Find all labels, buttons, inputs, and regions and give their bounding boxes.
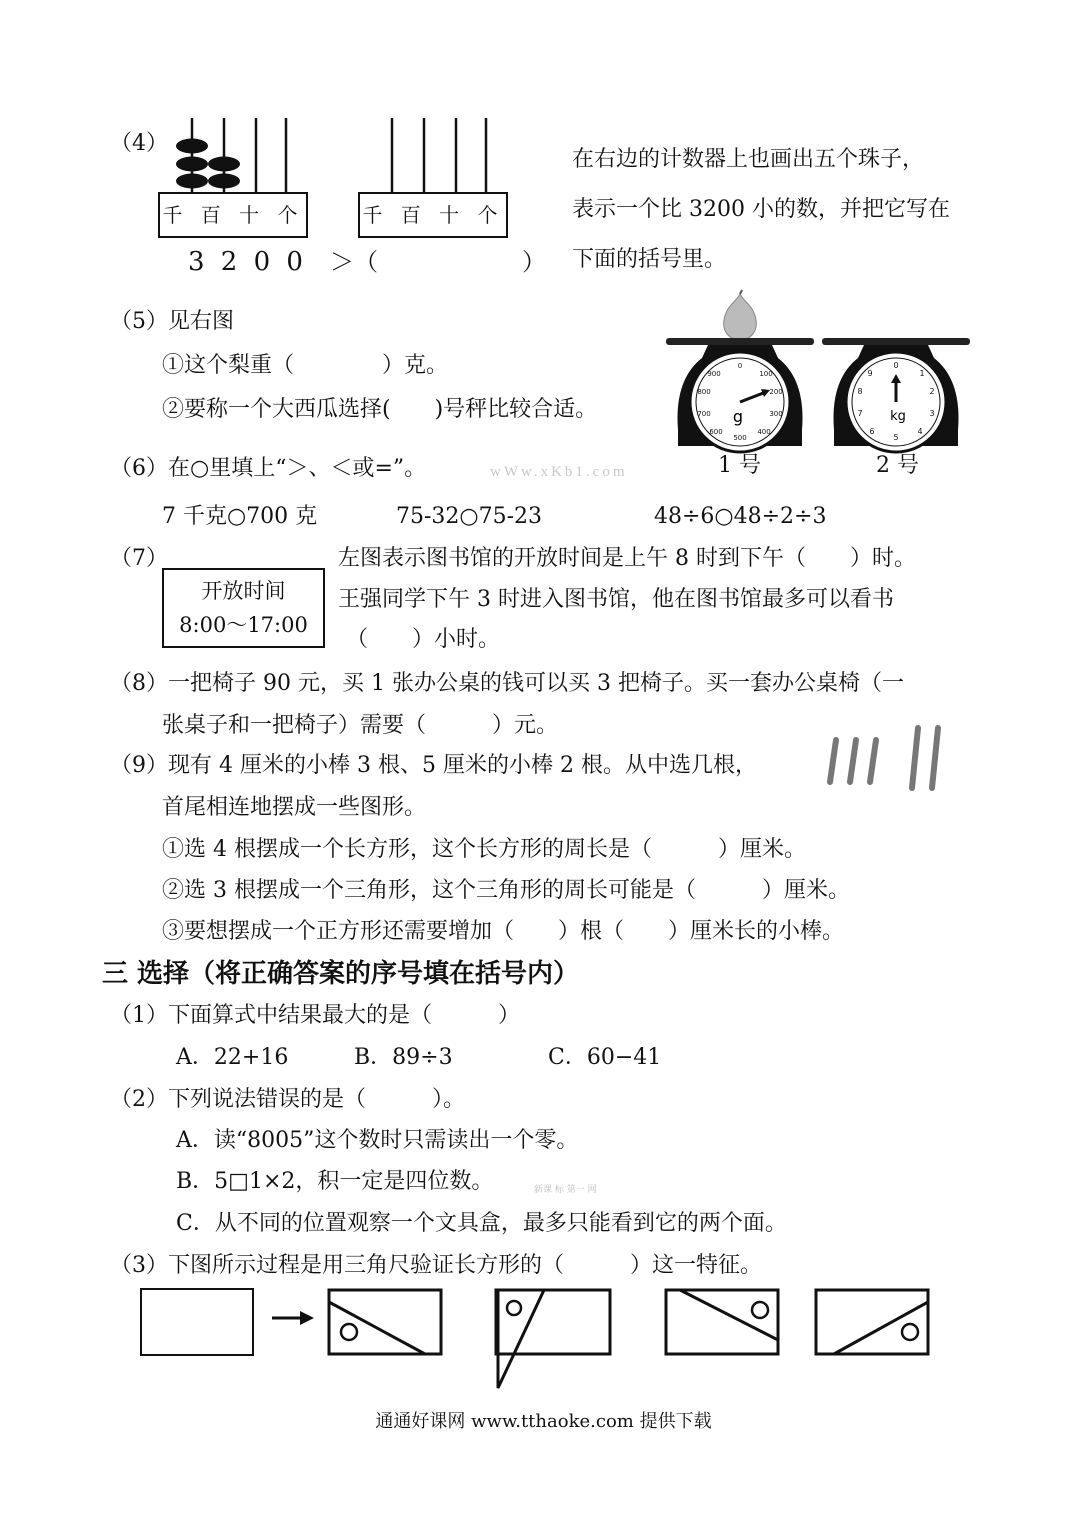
rectangle-diagram-2 bbox=[327, 1288, 445, 1358]
scale2-tick-0: 0 bbox=[893, 361, 899, 370]
q6-watermark: wWw.xKb1.com bbox=[490, 464, 628, 480]
section-3-title: 三 选择（将正确答案的序号填在括号内） bbox=[102, 959, 580, 989]
scale1-tick-0: 0 bbox=[737, 362, 743, 370]
scale2-tick-1: 1 bbox=[919, 369, 925, 378]
scale2-tick-6: 6 bbox=[869, 427, 875, 436]
q4-text-2: 表示一个比 3200 小的数，并把它写在 bbox=[572, 197, 950, 222]
scale2-tick-4: 4 bbox=[917, 427, 923, 436]
q9-line-4[interactable]: ②选 3 根摆成一个三角形，这个三角形的周长可能是（ ）厘米。 bbox=[162, 878, 850, 903]
opening-hours-box bbox=[162, 568, 325, 648]
s3-q2-option-a[interactable]: A．读“8005”这个数时只需读出一个零。 bbox=[176, 1128, 579, 1153]
scale1-tick-800: 800 bbox=[697, 388, 711, 396]
scale-1-image bbox=[666, 290, 816, 450]
scale1-tick-400: 400 bbox=[757, 428, 771, 436]
s3-q1-option-b[interactable]: B．89÷3 bbox=[354, 1045, 453, 1070]
q9-line-2: 首尾相连地摆成一些图形。 bbox=[162, 795, 427, 820]
rectangle-diagram-4 bbox=[664, 1288, 782, 1358]
s3-q3-stem[interactable]: （3）下图所示过程是用三角尺验证长方形的（ ）这一特征。 bbox=[110, 1253, 762, 1278]
q6-item-1[interactable]: 7 千克○700 克 bbox=[162, 504, 318, 529]
footer-text: 通通好课网 www.tthaoke.com 提供下载 bbox=[375, 1411, 712, 1432]
q6-item-3[interactable]: 48÷6○48÷2÷3 bbox=[654, 504, 827, 529]
scale1-tick-900: 900 bbox=[707, 370, 721, 378]
q5-title: （5）见右图 bbox=[110, 309, 234, 334]
q9-line-5[interactable]: ③要想摆成一个正方形还需要增加（ ）根（ ）厘米长的小棒。 bbox=[162, 919, 845, 944]
q8-line-2[interactable]: 张桌子和一把椅子）需要（ ）元。 bbox=[162, 713, 559, 738]
q7-number: （7） bbox=[110, 546, 168, 571]
arrow-icon bbox=[272, 1308, 316, 1328]
sticks-image bbox=[818, 722, 948, 792]
s3-q2-option-c[interactable]: C．从不同的位置观察一个文具盒，最多只能看到它的两个面。 bbox=[176, 1211, 787, 1236]
scale2-unit: kg bbox=[890, 409, 906, 424]
q7-line-3[interactable]: （ ）小时。 bbox=[346, 627, 501, 652]
scale-2-label: 2 号 bbox=[876, 453, 919, 478]
scale1-tick-100: 100 bbox=[759, 370, 773, 378]
q5-line-2[interactable]: ②要称一个大西瓜选择( )号秤比较合适。 bbox=[162, 397, 598, 422]
q4-text-1: 在右边的计数器上也画出五个珠子， bbox=[572, 147, 925, 172]
s3-q1-option-c[interactable]: C．60−41 bbox=[548, 1045, 662, 1070]
opening-hours-time: 8:00～17:00 bbox=[179, 613, 308, 637]
rectangle-diagram-5 bbox=[814, 1288, 932, 1358]
scale2-tick-9: 9 bbox=[867, 369, 873, 378]
q7-line-2: 王强同学下午 3 时进入图书馆，他在图书馆最多可以看书 bbox=[338, 587, 894, 612]
scale-1-label: 1 号 bbox=[718, 453, 761, 478]
s3-q1-option-a[interactable]: A．22+16 bbox=[176, 1045, 289, 1070]
q6-title: （6）在○里填上“＞、＜或=”。 bbox=[110, 456, 427, 481]
scale2-tick-7: 7 bbox=[857, 409, 863, 418]
abacus-right-label: 千 百 十 个 bbox=[358, 192, 508, 238]
s3-q1-stem[interactable]: （1）下面算式中结果最大的是（ ） bbox=[110, 1003, 520, 1028]
q4-text-3: 下面的括号里。 bbox=[572, 247, 727, 272]
rectangle-diagram-1 bbox=[140, 1288, 256, 1358]
q9-line-3[interactable]: ①选 4 根摆成一个长方形，这个长方形的周长是（ ）厘米。 bbox=[162, 837, 806, 862]
opening-hours-title: 开放时间 bbox=[201, 579, 286, 603]
scale1-tick-700: 700 bbox=[697, 410, 711, 418]
scale1-tick-500: 500 bbox=[733, 434, 747, 442]
q9-line-1: （9）现有 4 厘米的小棒 3 根、5 厘米的小棒 2 根。从中选几根， bbox=[110, 753, 757, 778]
q5-line-1[interactable]: ①这个梨重（ ）克。 bbox=[162, 353, 449, 378]
s3-q2-watermark: 新课 标 第一 网 bbox=[534, 1185, 597, 1195]
scale1-unit: g bbox=[732, 407, 744, 426]
abacus-right bbox=[358, 118, 508, 198]
scale2-tick-3: 3 bbox=[929, 409, 935, 418]
compare-blank[interactable]: ＞（ ） bbox=[330, 248, 546, 276]
scale1-tick-300: 300 bbox=[769, 410, 783, 418]
s3-q2-stem[interactable]: （2）下列说法错误的是（ ）。 bbox=[110, 1087, 465, 1112]
q4-number: （4） bbox=[110, 131, 168, 156]
scale2-tick-5: 5 bbox=[893, 433, 899, 442]
scale2-tick-8: 8 bbox=[857, 387, 863, 396]
abacus-left-label: 千 百 十 个 bbox=[158, 192, 308, 238]
abacus-number: 3 2 0 0 bbox=[188, 247, 307, 277]
scale1-tick-600: 600 bbox=[709, 428, 723, 436]
rectangle-diagram-3 bbox=[494, 1288, 614, 1392]
q6-item-2[interactable]: 75-32○75-23 bbox=[396, 504, 543, 529]
s3-q2-option-b[interactable]: B．5□1×2，积一定是四位数。 bbox=[176, 1169, 494, 1194]
q8-line-1: （8）一把椅子 90 元，买 1 张办公桌的钱可以买 3 把椅子。买一套办公桌椅（一 bbox=[110, 671, 904, 696]
scale2-tick-2: 2 bbox=[929, 387, 935, 396]
q7-line-1[interactable]: 左图表示图书馆的开放时间是上午 8 时到下午（ ）时。 bbox=[338, 546, 916, 571]
scale1-tick-200: 200 bbox=[769, 388, 783, 396]
scale-2-image bbox=[822, 330, 972, 450]
